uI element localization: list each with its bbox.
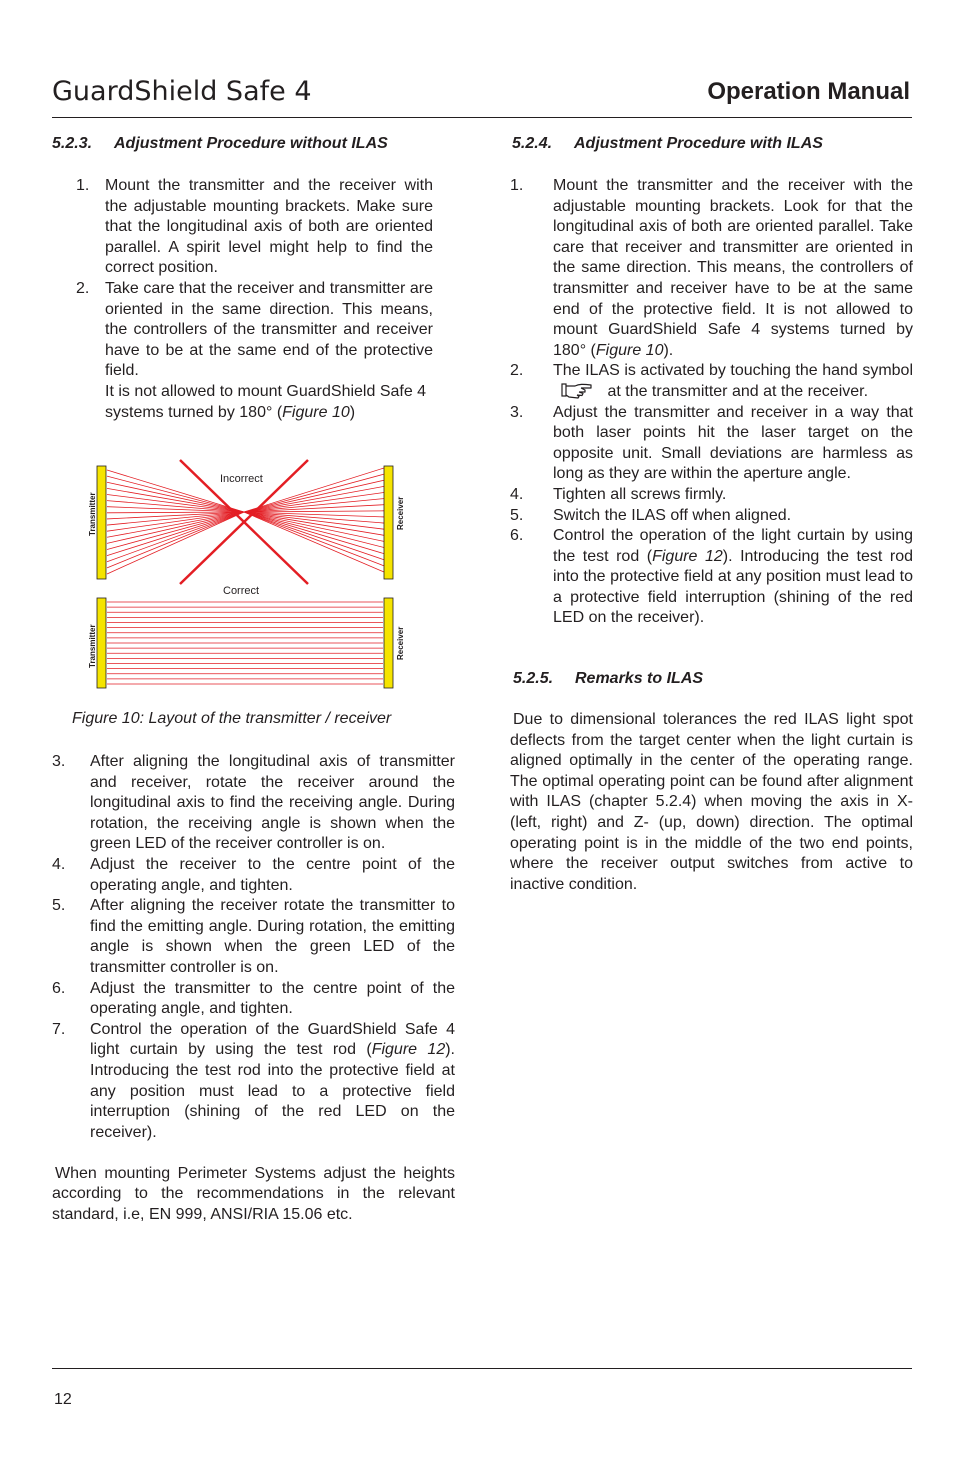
- ilas-steps-list: [510, 176, 913, 629]
- list-number: 6.: [52, 979, 66, 997]
- label-receiver-top: Receiver: [396, 496, 405, 530]
- figure-reference: Figure 10: [282, 403, 350, 421]
- correct-beams: [107, 602, 383, 684]
- list-number: 2.: [76, 279, 90, 297]
- section-heading-5-2-3: [52, 134, 456, 155]
- list-item: [52, 1020, 455, 1144]
- list-number: 1.: [76, 177, 90, 194]
- transmitter-bar-bottom: [97, 598, 106, 688]
- text-run: ): [349, 403, 356, 421]
- list-item: [510, 361, 913, 402]
- figure-reference: Figure 12: [371, 1041, 446, 1059]
- text-run: Mount the transmitter and the receiver with the adjustable mounting brackets. Look for that the longitudinal axis of both are oriented parallel. Take care that receiver and transmitter are oriented in the same direction. This means, the controllers of transmitter and receiver have to be at the same end of the protective field. It is not allowed to mount GuardShield Safe 4 systems turned by 180° (: [553, 177, 913, 359]
- label-transmitter-bottom: Transmitter: [88, 624, 97, 668]
- header-rule: [52, 117, 912, 118]
- list-item: [510, 403, 913, 485]
- steps-list-a: [76, 176, 433, 423]
- beam-line: [107, 512, 244, 562]
- list-number: 4.: [52, 855, 66, 873]
- beam-line: [244, 512, 384, 566]
- text-run: The ILAS is activated by touching the hand symbol: [553, 362, 913, 380]
- beam-line: [107, 488, 244, 512]
- list-item: [510, 506, 913, 527]
- closing-paragraph: When mounting Perimeter Systems adjust the heights according to the recommendations in the relevant standard, i.e, EN 999, ANSI/RIA 15.06 etc.: [52, 1164, 455, 1224]
- label-receiver-bottom: Receiver: [396, 626, 405, 660]
- text-run: ). Introducing the test rod into the protective field at any position must lead to a protective field interruption (shining of the red LED on the receiver).: [553, 547, 914, 627]
- footer-rule: [52, 1368, 912, 1369]
- list-item: [510, 176, 913, 361]
- list-number: 4.: [510, 485, 524, 503]
- text-run: It is not allowed to mount GuardShield Safe 4 systems turned by 180° (: [105, 382, 427, 421]
- section-number: 5.2.5.: [513, 670, 554, 687]
- section-heading-wrap: [513, 669, 913, 690]
- receiver-bar-bottom: [384, 598, 393, 688]
- left-column: [52, 134, 456, 155]
- section-title: Adjustment Procedure without ILAS: [114, 135, 388, 152]
- list-item: [52, 896, 455, 978]
- list-item: [76, 176, 433, 279]
- page-number: 12: [54, 1391, 72, 1408]
- section-heading-5-2-5: [513, 669, 913, 690]
- figure-reference: Figure 12: [652, 547, 723, 565]
- document-title: GuardShield Safe 4: [52, 76, 312, 107]
- list-item: [510, 485, 913, 506]
- list-number: 7.: [52, 1020, 66, 1038]
- list-number: 6.: [510, 527, 524, 545]
- list-text: Adjust the transmitter to the centre point of the operating angle, and tighten.: [90, 979, 455, 1018]
- text-run: Control the operation of the light curtain by using the test rod (: [553, 527, 913, 565]
- text-run: ).: [663, 341, 674, 359]
- beam-line: [244, 474, 384, 512]
- beam-line: [107, 512, 244, 568]
- hand-symbol-icon: [561, 382, 595, 400]
- figure-reference: Figure 10: [595, 341, 664, 359]
- section-title: Remarks to ILAS: [575, 670, 704, 687]
- transmitter-bar-top: [97, 466, 106, 579]
- layout-figure: [80, 452, 420, 697]
- beam-line: [244, 480, 384, 512]
- label-transmitter-top: Transmitter: [88, 492, 97, 536]
- section-title: Adjustment Procedure with ILAS: [574, 135, 823, 152]
- list-text: After aligning the longitudinal axis of transmitter and receiver, rotate the receiver around the longitudinal axis to find the receiving angle. During rotation, the receiving angle is shown when the green LED of the receiver controller is on.: [90, 753, 455, 853]
- section-heading-5-2-4: [512, 134, 913, 155]
- beam-line: [244, 512, 384, 554]
- section-number: 5.2.3.: [52, 135, 93, 152]
- text-run: at the transmitter and at the receiver.: [607, 382, 869, 400]
- beam-line: [244, 512, 384, 560]
- list-text: After aligning the receiver rotate the transmitter to find the emitting angle. During rotation, the emitting angle is shown when the green LED of the transmitter controller is on.: [90, 897, 455, 976]
- list-item: [510, 526, 913, 629]
- manual-type-title: Operation Manual: [707, 78, 910, 105]
- list-text: Adjust the transmitter and receiver in a way that both laser points hit the laser target on the opposite unit. Small deviations are harmless as long as they are within the aperture angle.: [553, 403, 913, 483]
- label-correct: Correct: [223, 585, 260, 597]
- list-item: [52, 979, 455, 1020]
- list-number: 3.: [510, 403, 524, 421]
- list-item: [52, 855, 455, 896]
- list-number: 2.: [510, 362, 524, 380]
- list-text: Adjust the receiver to the centre point of the operating angle, and tighten.: [90, 855, 455, 894]
- section-number: 5.2.4.: [512, 135, 553, 152]
- list-item: [76, 279, 433, 382]
- remarks-paragraph: Due to dimensional tolerances the red ILAS light spot deflects from the target center when the light curtain is aligned optimally in the center of the operating range. The optimal operating point can be found after alignment with ILAS (chapter 5.2.4) when moving the axis in X- (left, right) and Z- (up, down) direction. The optimal operating point is in the middle of the two end points, where the receiver output switches from active to inactive condition.: [510, 711, 913, 893]
- text-run: ). Introducing the test rod into the protective field at any position must lead to a protective field interruption (shining of the red LED on the receiver).: [90, 1041, 455, 1141]
- list-item-continuation: [76, 382, 433, 423]
- list-text: Take care that the receiver and transmitter are oriented in the same direction. This means, the controllers of the transmitter and receiver have to be at the same end of the protective field.: [105, 279, 433, 380]
- right-column: [512, 134, 913, 155]
- receiver-bar-top: [384, 466, 393, 579]
- figure-caption: Figure 10: Layout of the transmitter / receiver: [72, 710, 392, 727]
- list-number: 5.: [510, 506, 524, 524]
- label-incorrect: Incorrect: [220, 473, 263, 485]
- list-text: Tighten all screws firmly.: [553, 485, 727, 503]
- list-text: Mount the transmitter and the receiver with the adjustable mounting brackets. Make sure that the longitudinal axis of both are oriented parallel. A spirit level might help to find the correct position.: [105, 177, 433, 277]
- list-number: 5.: [52, 897, 66, 915]
- steps-list-b: [52, 752, 455, 1226]
- beam-line: [107, 512, 244, 543]
- list-item: [52, 752, 455, 855]
- text-run: Control the operation of the GuardShield Safe 4 light curtain by using the test rod (: [90, 1020, 455, 1059]
- beam-line: [244, 512, 384, 535]
- list-number: 3.: [52, 753, 66, 770]
- list-number: 1.: [510, 177, 524, 194]
- list-text: Switch the ILAS off when aligned.: [553, 506, 792, 524]
